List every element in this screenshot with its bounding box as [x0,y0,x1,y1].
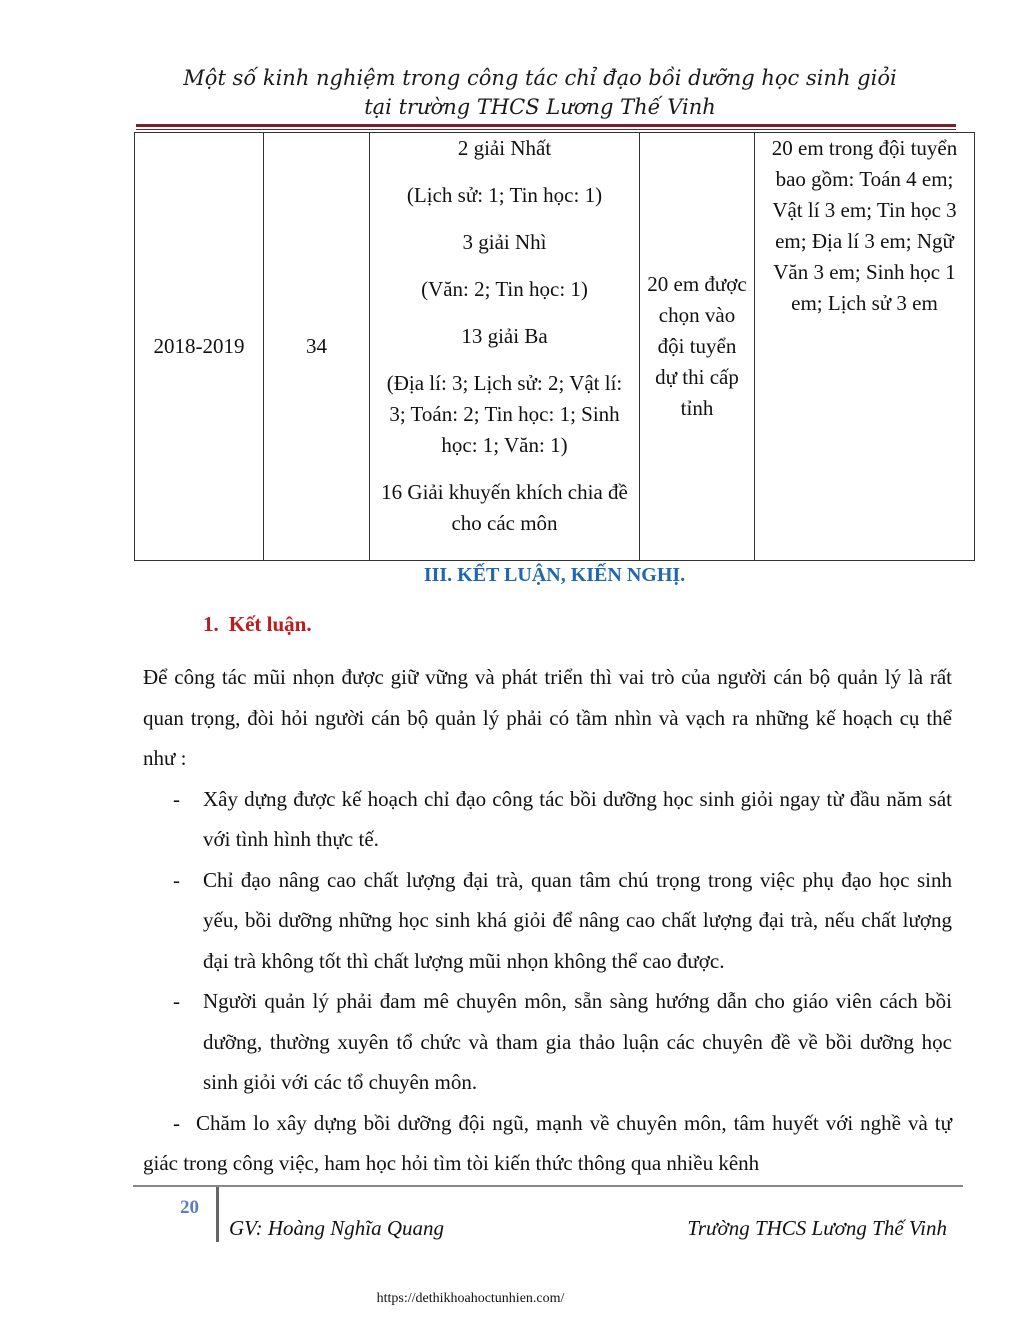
award-third: 13 giải Ba [461,324,548,348]
body-text [143,657,952,1184]
award-second: 3 giải Nhì [462,230,547,254]
header-title-line-1: Một số kinh nghiệm trong công tác chỉ đạo bồi dưỡng học sinh giỏi [183,66,897,90]
award-first-detail: (Lịch sử: 1; Tin học: 1) [406,183,603,207]
award-second-detail: (Văn: 2; Tin học: 1) [421,277,588,301]
header-rule-thin [136,129,956,130]
list-item [143,860,952,982]
footer-rule [133,1185,963,1187]
footer-school: Trường THCS Lương Thế Vinh [687,1216,947,1240]
year-cell: 2018-2019 [135,133,264,561]
footer-author: GV: Hoàng Nghĩa Quang [229,1216,445,1240]
footer-divider [216,1187,219,1242]
header-rule [136,124,956,127]
bullet-dash: - [173,1110,180,1135]
count-cell: 34 [264,133,370,561]
bullet-text: Xây dựng được kế hoạch chỉ đạo công tác bồi dưỡng học sinh giỏi ngay từ đầu năm sát với tình hình thực tế. [203,786,952,851]
table-row [135,133,975,561]
award-encouragement: 16 Giải khuyến khích chia đề cho các môn [381,480,628,535]
award-third-detail: (Địa lí: 3; Lịch sử: 2; Vật lí: 3; Toán: 2; Tin học: 1; Sinh học: 1; Văn: 1) [386,371,623,457]
subsection-title [203,612,312,637]
award-first: 2 giải Nhất [457,136,552,160]
bullet-text: Người quản lý phải đam mê chuyên môn, sẵn sàng hướng dẫn cho giáo viên cách bồi dưỡng, thường xuyên tổ chức và tham gia thảo luận các chuyên đề về bồi dưỡng học sinh giỏi với các tổ chuyên môn. [203,989,952,1094]
selected-cell: 20 em được chọn vào đội tuyển dự thi cấp tỉnh [640,133,755,561]
bullet-text: Chăm lo xây dựng bồi dưỡng đội ngũ, mạnh về chuyên môn, tâm huyết với nghề và tự giác trong công việc, ham học hỏi tìm tòi kiến thức thông qua nhiều kênh [143,1110,952,1175]
results-table [134,132,975,561]
section-title: III. KẾT LUẬN, KIẾN NGHỊ. [423,564,686,586]
bullet-dash: - [173,786,180,811]
bullet-dash: - [173,867,180,892]
page-number: 20 [180,1197,199,1218]
source-url[interactable]: https://dethikhoahoctunhien.com/ [376,1291,565,1306]
subsection-number: 1. [203,612,219,636]
awards-cell [370,133,640,561]
bullet-dash: - [173,989,180,1013]
intro-paragraph: Để công tác mũi nhọn được giữ vững và phát triển thì vai trò của người cán bộ quản lý là rất quan trọng, đòi hỏi người cán bộ quản lý phải có tầm nhìn và vạch ra những kế hoạch cụ thể như : [143,665,952,770]
team-note-cell: 20 em trong đội tuyển bao gồm: Toán 4 em; Vật lí 3 em; Tin học 3 em; Địa lí 3 em; Ngữ Văn 3 em; Sinh học 1 em; Lịch sử 3 em [755,133,975,561]
list-item [143,981,952,1103]
bullet-text: Chỉ đạo nâng cao chất lượng đại trà, quan tâm chú trọng trong việc phụ đạo học sinh yếu, bồi dưỡng những học sinh khá giỏi để nâng cao chất lượng đại trà, nếu chất lượng đại trà không tốt thì chất lượng mũi nhọn không thể cao được. [203,867,952,973]
subsection-label: Kết luận. [228,612,312,636]
header-title-line-2: tại trường THCS Lương Thế Vinh [364,95,716,119]
list-item [143,779,952,860]
list-item [143,1103,952,1184]
